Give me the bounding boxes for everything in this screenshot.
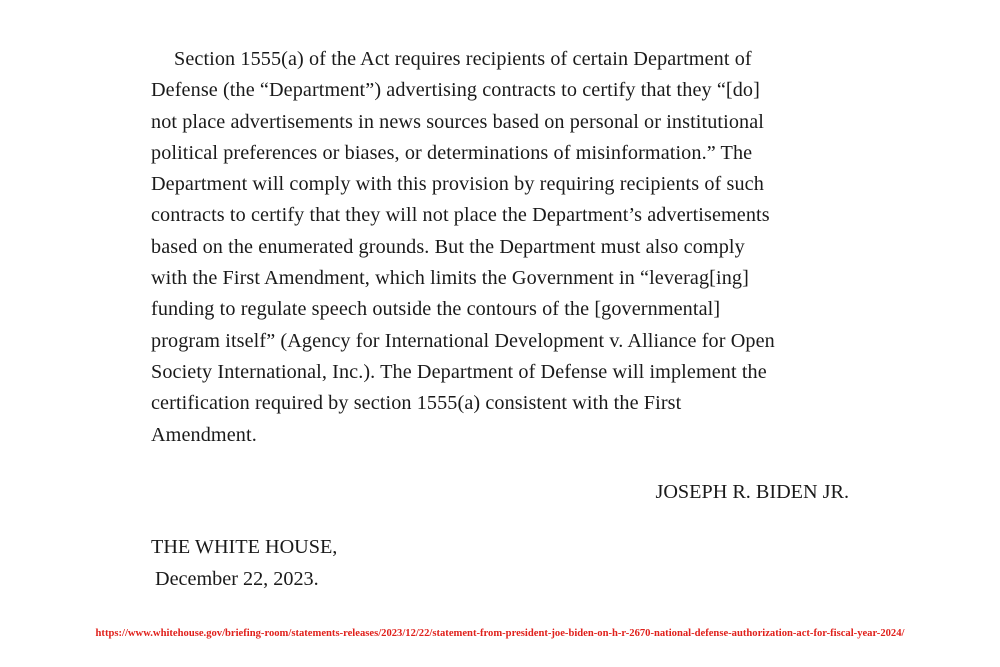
- paragraph-line: political preferences or biases, or determinations of misinformation.” The: [151, 141, 753, 164]
- paragraph-line: Defense (the “Department”) advertising contracts to certify that they “[do]: [151, 79, 760, 102]
- statement-paragraph: [151, 44, 851, 451]
- source-url-link[interactable]: https://www.whitehouse.gov/briefing-room/statements-releases/2023/12/22/statement-from-president-joe-biden-on-h-r-2670-national-defense-authorization-act-for-fiscal-year-2024/: [95, 628, 905, 639]
- paragraph-line: Department will comply with this provision by requiring recipients of such: [151, 173, 764, 196]
- paragraph-line: based on the enumerated grounds. But the Department must also comply: [151, 235, 745, 258]
- paragraph-line: not place advertisements in news sources based on personal or institutional: [151, 110, 764, 133]
- signature-block: JOSEPH R. BIDEN JR.: [655, 481, 849, 503]
- paragraph-line: certification required by section 1555(a) consistent with the First: [151, 392, 682, 415]
- paragraph-line: funding to regulate speech outside the contours of the [governmental]: [151, 298, 721, 321]
- paragraph-line: Society International, Inc.). The Department of Defense will implement the: [151, 360, 767, 383]
- issuing-place: THE WHITE HOUSE,: [151, 536, 338, 558]
- issue-date: December 22, 2023.: [155, 568, 319, 590]
- paragraph-line: Section 1555(a) of the Act requires recipients of certain Department of: [174, 48, 752, 70]
- paragraph-line: with the First Amendment, which limits the Government in “leverag[ing]: [151, 267, 749, 290]
- paragraph-line: Amendment.: [151, 423, 257, 446]
- paragraph-line: contracts to certify that they will not place the Department’s advertisements: [151, 204, 770, 227]
- paragraph-line: program itself” (Agency for International Development v. Alliance for Open: [151, 329, 775, 352]
